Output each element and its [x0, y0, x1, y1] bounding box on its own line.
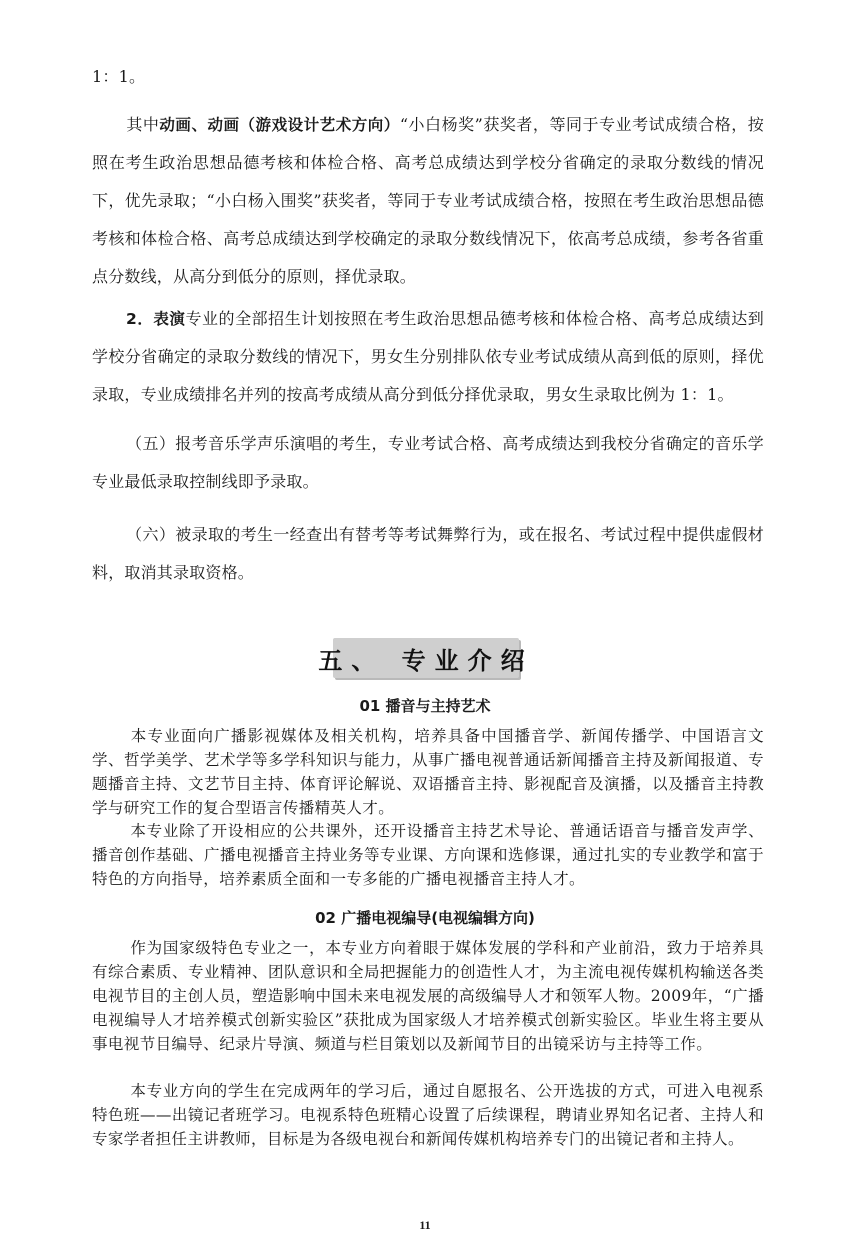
paragraph-six: （六）被录取的考生一经查出有替考等考试舞弊行为，或在报名、考试过程中提供虚假材料，取消其录取资格。 [92, 525, 764, 582]
major-title-tv-directing: 02 广播电视编导(电视编辑方向) [315, 909, 535, 927]
major-title-broadcasting: 01 播音与主持艺术 [359, 697, 491, 715]
paragraph-five: （五）报考音乐学声乐演唱的考生，专业考试合格、高考成绩达到我校分省确定的音乐学专业最低录取控制线即予录取。 [92, 434, 764, 491]
major1-paragraph-2: 本专业除了开设相应的公共课外，还开设播音主持艺术导论、普通话语音与播音发声学、播音创作基础、广播电视播音主持业务等专业课、方向课和选修课，通过扎实的专业教学和富于特色的方向指导，培养素质全面和一专多能的广播电视播音主持人才。 [92, 822, 764, 888]
paragraph-xiaobaiyang: 其中动画、动画（游戏设计艺术方向）“小白杨奖”获奖者，等同于专业考试成绩合格，按照在考生政治思想品德考核和体检合格、高考总成绩达到学校分省确定的录取分数线的情况下，优先录取；“小白杨入围奖”获奖者，等同于专业考试成绩合格，按照在考生政治思想品德考核和体检合格、高考总成绩达到学校确定的录取分数线情况下，依高考总成绩，参考各省重点分数线，从高分到低分的原则，择优录取。 [92, 115, 764, 286]
bold-major-performance: 2．表演 [126, 310, 186, 328]
major2-paragraph-1: 作为国家级特色专业之一，本专业方向着眼于媒体发展的学科和产业前沿，致力于培养具有综合素质、专业精神、团队意识和全局把握能力的创造性人才，为主流电视传媒机构输送各类电视节目的主创人员，塑造影响中国未来电视发展的高级编导人才和领军人物。2009年，“广播电视编导人才培养模式创新实验区”获批成为国家级人才培养模式创新实验区。毕业生将主要从事电视节目编导、纪录片导演、频道与栏目策划以及新闻节目的出镜采访与主持等工作。 [92, 939, 764, 1053]
major2-paragraph-2: 本专业方向的学生在完成两年的学习后，通过自愿报名、公开选拔的方式，可进入电视系特色班——出镜记者班学习。电视系特色班精心设置了后续课程，聘请业界知名记者、主持人和专家学者担任主讲教师，目标是为各级电视台和新闻传媒机构培养专门的出镜记者和主持人。 [92, 1082, 764, 1148]
page-number: 11 [419, 1218, 431, 1232]
major1-paragraph-1: 本专业面向广播影视媒体及相关机构，培养具备中国播音学、新闻传播学、中国语言文学、哲学美学、艺术学等多学科知识与能力，从事广播电视普通话新闻播音主持及新闻报道、专题播音主持、文艺节目主持、体育评论解说、双语播音主持、影视配音及演播，以及播音主持教学与研究工作的复合型语言传播精英人才。 [92, 727, 764, 817]
section-title-banner [318, 638, 534, 678]
paragraph-performance: 2．表演专业的全部招生计划按照在考生政治思想品德考核和体检合格、高考总成绩达到学校分省确定的录取分数线的情况下，男女生分别排队依专业考试成绩从高到低的原则，择优录取，专业成绩排名并列的按高考成绩从高分到低分择优录取，男女生录取比例为 1：1。 [92, 309, 764, 404]
paragraph-ratio: 1：1。 [92, 67, 146, 86]
section-title: 五、 专业介绍 [318, 646, 534, 675]
bold-major-animation: 动画、动画（游戏设计艺术方向） [159, 116, 400, 134]
